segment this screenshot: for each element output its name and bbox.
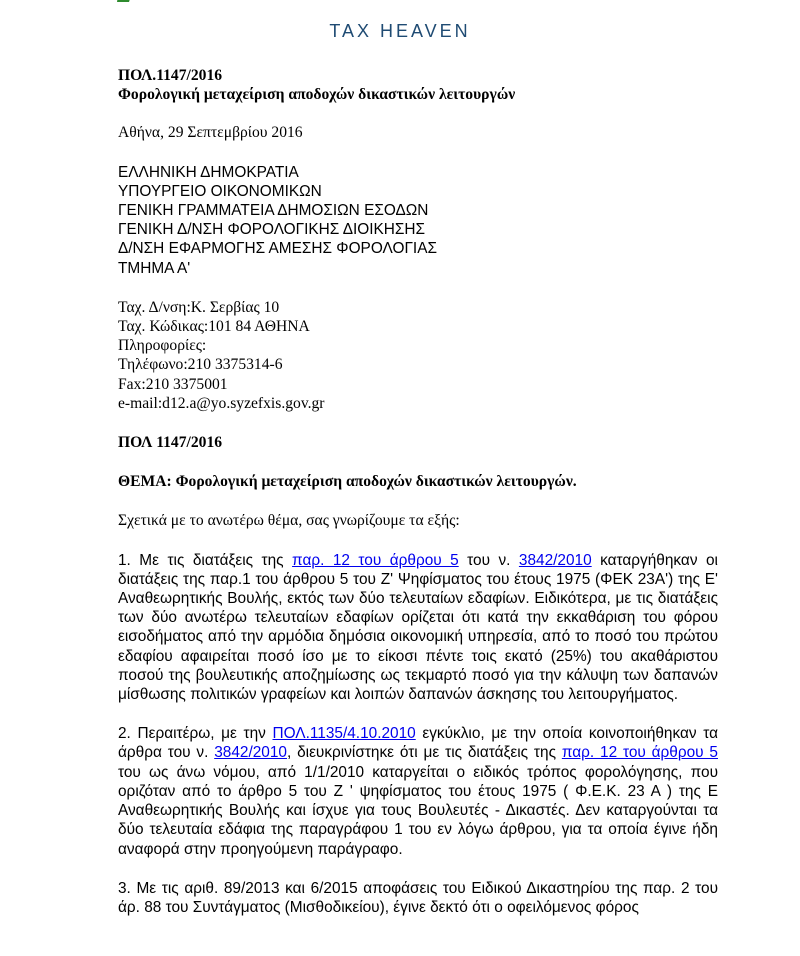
law-link[interactable]: παρ. 12 του άρθρου 5 — [561, 744, 718, 762]
law-link[interactable]: 3842/2010 — [214, 744, 287, 762]
document-title: Φορολογική μεταχείριση αποδοχών δικαστικών λειτουργών — [118, 86, 516, 104]
paragraph-text: εγκύκλιο, με την οποία κοινοποιήθηκαν τα άρθρα του ν. — [118, 725, 718, 762]
circular-link[interactable]: ΠΟΛ.1135/4.10.2010 — [272, 725, 416, 743]
law-link[interactable]: παρ. 12 του άρθρου 5 — [292, 551, 459, 569]
paragraph-text: 1. Με τις διατάξεις της — [118, 551, 293, 569]
paragraph-text: 2. Περαιτέρω, με την — [118, 725, 273, 743]
paragraph-text: του ως άνω νόμου, από 1/1/2010 καταργείται ο ειδικός τρόπος φορολόγησης, που οριζόταν από το άρθρο 5 του Ζ ' ψηφίσματος του έτους 1975 ( Φ.Ε.Κ. 23 Α ) της Ε Αναθεωρητικής Βουλής και ίσχυε για τους Βουλευτές - Δικαστές. Δεν καταργούνται τα δύο τελευταία εδάφια της παραγράφου 1 του εν λόγω άρθρου, για τα οποία έγινε ήδη αναφορά στην προηγούμενη παράγραφο. — [118, 763, 718, 858]
paragraph-text: καταργήθηκαν οι διατάξεις της παρ.1 του άρθρου 5 του Ζ' Ψηφίσματος του έτους 1975 (ΦΕΚ 23Α') της Ε' Αναθεωρητικής Βουλής, εκτός των δύο τελευταίων εδαφίων. Ειδικότερα, με τις διατάξεις των δύο ανωτέρω τελευταίων εδαφίων ορίζεται ότι κατά την εκκαθάριση του φόρου εισοδήματος από την αρμόδια δημόσια οικονομική υπηρεσία, από το ποσό του πρώτου εδαφίου αφαιρείται ποσό ίσο με το είκοσι πέντε τοις εκατό (25%) του ακαθάριστου ποσού της βουλευτικής αποζημίωσης ως τεκμαρτό ποσό για την κάλυψη των δαπανών μίσθωσης πολιτικών γραφείων και λοιπών δαπανών άσκησης του λειτουργήματος. — [118, 551, 718, 704]
authority-line: ΥΠΟΥΡΓΕΙΟ ΟΙΚΟΝΟΜΙΚΩΝ — [118, 182, 322, 200]
document-body — [118, 66, 718, 917]
contact-phone: Τηλέφωνο:210 3375314-6 — [118, 356, 283, 374]
authority-line: ΓΕΝΙΚΗ Δ/ΝΣΗ ΦΟΡΟΛΟΓΙΚΗΣ ΔΙΟΙΚΗΣΗΣ — [118, 221, 426, 239]
authority-block — [118, 163, 718, 278]
authority-line: ΓΕΝΙΚΗ ΓΡΑΜΜΑΤΕΙΑ ΔΗΜΟΣΙΩΝ ΕΣΟΔΩΝ — [118, 202, 429, 220]
contact-info-label: Πληροφορίες: — [118, 337, 207, 355]
contact-fax: Fax:210 3375001 — [118, 375, 228, 393]
intro-text: Σχετικά με το ανωτέρω θέμα, σας γνωρίζουμε τα εξής: — [118, 512, 460, 530]
brand-name: TAX HEAVEN — [329, 21, 471, 41]
pol-number: ΠΟΛ 1147/2016 — [118, 434, 223, 452]
law-link[interactable]: 3842/2010 — [518, 551, 592, 569]
contact-postal-code: Ταχ. Κώδικας:101 84 ΑΘΗΝΑ — [118, 318, 310, 336]
contact-email: e-mail:d12.a@yo.syzefxis.gov.gr — [118, 394, 325, 412]
paragraph-text: του ν. — [458, 551, 519, 569]
document-date: Αθήνα, 29 Σεπτεμβρίου 2016 — [118, 124, 303, 142]
document-code: ΠΟΛ.1147/2016 — [118, 67, 223, 84]
contact-block — [118, 298, 718, 413]
paragraph-text: , διευκρινίστηκε ότι με τις διατάξεις της — [286, 744, 562, 762]
contact-address: Ταχ. Δ/νση:Κ. Σερβίας 10 — [118, 298, 280, 316]
brand-mark-icon — [117, 0, 145, 4]
brand-wordmark — [300, 20, 500, 42]
authority-line: ΤΜΗΜΑ Α' — [118, 259, 191, 277]
brand-logo[interactable] — [0, 20, 800, 42]
subject-line: ΘΕΜΑ: Φορολογική μεταχείριση αποδοχών δικαστικών λειτουργών. — [118, 473, 577, 491]
paragraph-text: 3. Με τις αριθ. 89/2013 και 6/2015 αποφάσεις του Ειδικού Δικαστηρίου της παρ. 2 του άρ. 88 του Συντάγματος (Μισθοδικείου), έγινε δεκτό ότι ο οφειλόμενος φόρος — [118, 879, 718, 916]
authority-line: Δ/ΝΣΗ ΕΦΑΡΜΟΓΗΣ ΑΜΕΣΗΣ ΦΟΡΟΛΟΓΙΑΣ — [118, 240, 437, 258]
paragraph-2 — [118, 724, 718, 858]
paragraph-3 — [118, 879, 718, 917]
authority-line: ΕΛΛΗΝΙΚΗ ΔΗΜΟΚΡΑΤΙΑ — [118, 163, 299, 181]
paragraph-1 — [118, 551, 718, 705]
